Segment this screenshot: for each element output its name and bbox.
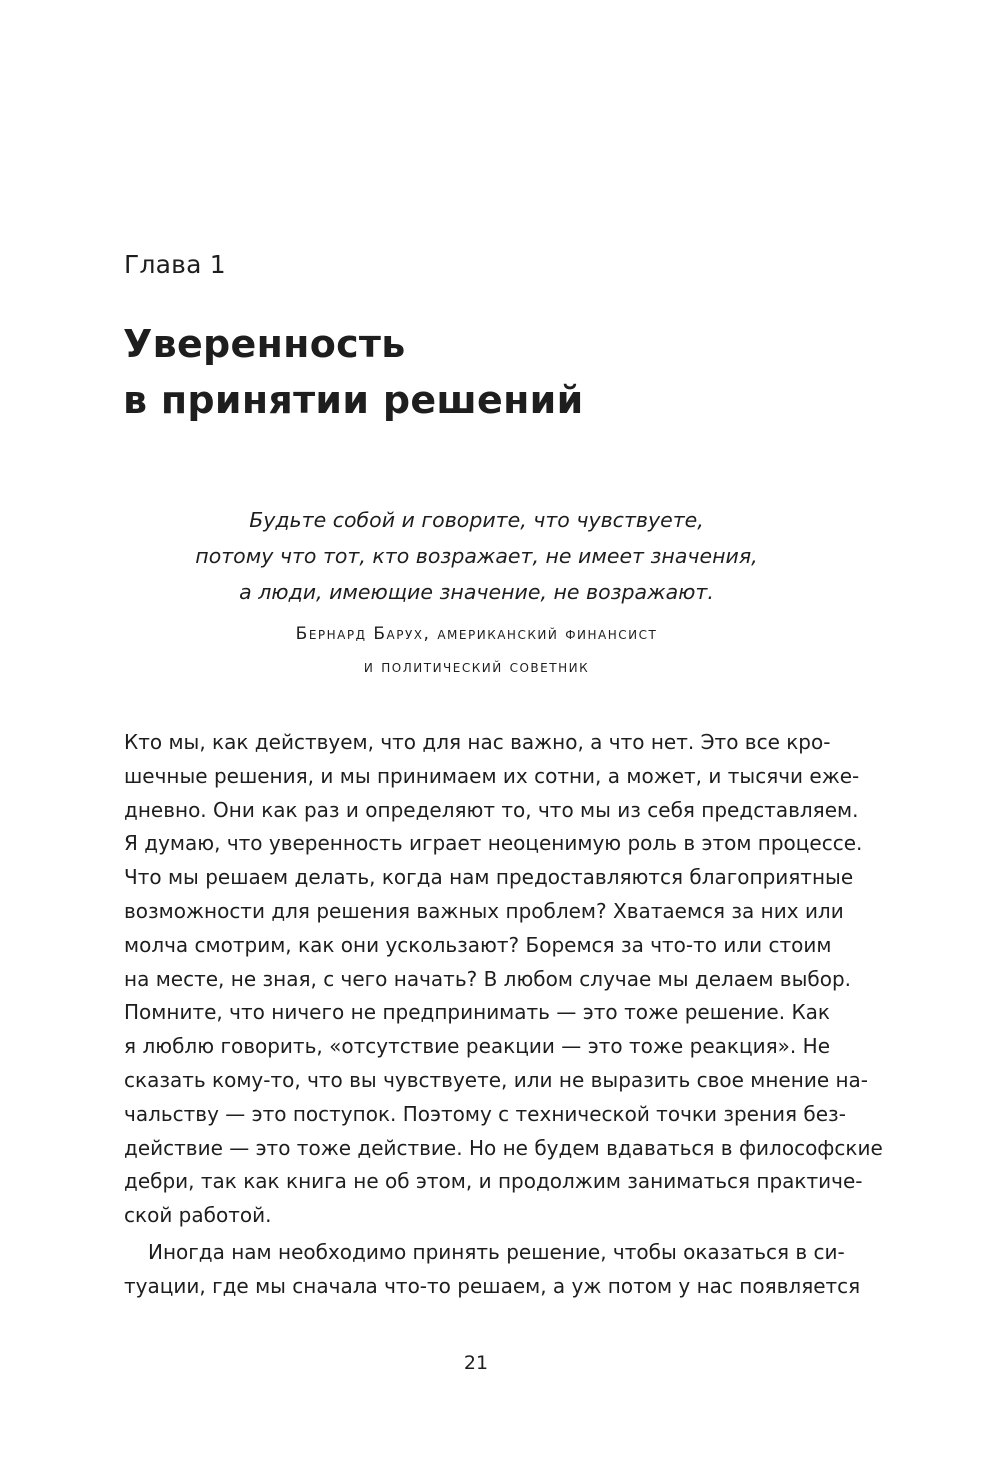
- text-line: шечные решения, и мы принимаем их сотни, а может, и тысячи еже-: [124, 763, 860, 788]
- text-line: Помните, что ничего не предпринимать — это тоже решение. Как: [124, 1000, 830, 1025]
- body-text: [124, 726, 883, 1304]
- text-line: Кто мы, как действуем, что для нас важно, а что нет. Это все кро-: [124, 730, 831, 754]
- quote-line: а люди, имеющие значение, не возражают.: [239, 580, 714, 604]
- text-line: молча смотрим, как они ускользают? Боремся за что-то или стоим: [124, 932, 832, 957]
- attribution-line: и политический советник: [363, 657, 590, 677]
- text-line: сказать кому-то, что вы чувствуете, или не выразить свое мнение на-: [124, 1067, 869, 1092]
- chapter-title: [123, 316, 883, 428]
- text-line: я люблю говорить, «отсутствие реакции — это тоже реакция». Не: [124, 1034, 830, 1059]
- text-line: Что мы решаем делать, когда нам предоставляются благоприятные: [124, 865, 854, 890]
- text-line: чальству — это поступок. Поэтому с технической точки зрения без-: [124, 1101, 846, 1126]
- text-line: дебри, так как книга не об этом, и продолжим заниматься практиче-: [124, 1169, 863, 1194]
- epigraph: [124, 502, 829, 684]
- paragraph: [124, 726, 883, 1233]
- chapter-title-line: Уверенность: [123, 322, 406, 366]
- text-line: Иногда нам необходимо принять решение, чтобы оказаться в си-: [148, 1239, 845, 1264]
- quote-line: потому что тот, кто возражает, не имеет значения,: [195, 544, 758, 568]
- text-line: действие — это тоже действие. Но не будем вдаваться в философские: [124, 1135, 883, 1160]
- text-line: Я думаю, что уверенность играет неоценимую роль в этом процессе.: [124, 831, 863, 856]
- epigraph-attribution: [124, 618, 829, 684]
- paragraph: [124, 1236, 861, 1304]
- quote-line: Будьте собой и говорите, что чувствуете,: [249, 508, 704, 532]
- epigraph-quote: [124, 502, 829, 610]
- page-number: 21: [463, 1352, 489, 1374]
- text-line: на месте, не зная, с чего начать? В любом случае мы делаем выбор.: [124, 966, 852, 991]
- text-line: ской работой.: [124, 1203, 272, 1228]
- text-line: возможности для решения важных проблем? Хватаемся за них или: [124, 898, 844, 923]
- text-line: дневно. Они как раз и определяют то, что мы из себя представляем.: [124, 797, 859, 822]
- chapter-label: Глава 1: [124, 250, 226, 279]
- chapter-title-line: в принятии решений: [123, 378, 584, 422]
- text-line: туации, где мы сначала что-то решаем, а уж потом у нас появляется: [124, 1273, 861, 1298]
- attribution-line: Бернард Барух, американский финансист: [295, 624, 658, 644]
